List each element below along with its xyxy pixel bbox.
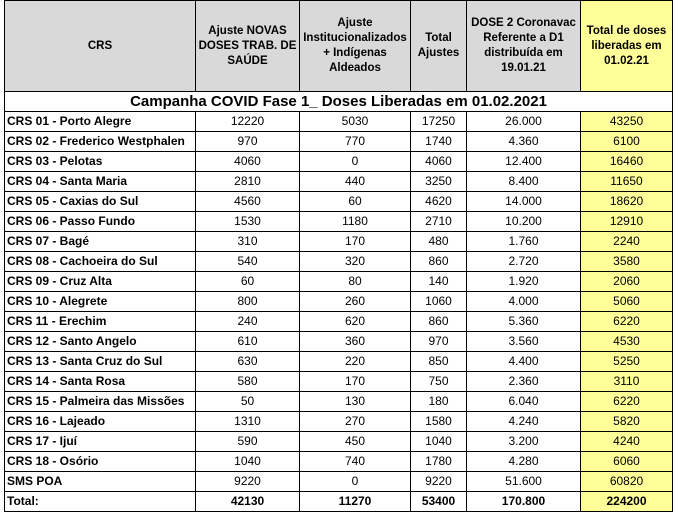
table-cell[interactable]: 6220 bbox=[581, 312, 673, 332]
table-cell[interactable]: 770 bbox=[300, 132, 411, 152]
crs-name-cell[interactable]: CRS 04 - Santa Maria bbox=[5, 172, 196, 192]
table-row bbox=[5, 112, 673, 132]
table-cell[interactable]: 1530 bbox=[196, 212, 300, 232]
table-cell[interactable]: 2.720 bbox=[467, 252, 581, 272]
table-cell[interactable]: 320 bbox=[300, 252, 411, 272]
crs-name-cell[interactable]: CRS 05 - Caxias do Sul bbox=[5, 192, 196, 212]
table-cell[interactable]: 3110 bbox=[581, 372, 673, 392]
table-cell[interactable]: 50 bbox=[196, 392, 300, 412]
header-dose-2: DOSE 2 Coronavac Referente a D1 distribuída em 19.01.21 bbox=[467, 1, 581, 92]
table-cell[interactable]: 6060 bbox=[581, 452, 673, 472]
table-cell[interactable]: 1740 bbox=[411, 132, 467, 152]
table-cell[interactable]: 43250 bbox=[581, 112, 673, 132]
table-cell[interactable]: 450 bbox=[300, 432, 411, 452]
table-cell[interactable]: 4060 bbox=[411, 152, 467, 172]
total-cell: 42130 bbox=[196, 492, 300, 512]
table-cell[interactable]: 5060 bbox=[581, 292, 673, 312]
crs-name-cell[interactable]: CRS 16 - Lajeado bbox=[5, 412, 196, 432]
crs-name-cell[interactable]: CRS 15 - Palmeira das Missões bbox=[5, 392, 196, 412]
table-cell[interactable]: 480 bbox=[411, 232, 467, 252]
table-row bbox=[5, 212, 673, 232]
table-cell[interactable]: 310 bbox=[196, 232, 300, 252]
table-cell[interactable]: 4.280 bbox=[467, 452, 581, 472]
table-row bbox=[5, 472, 673, 492]
table-cell[interactable]: 2060 bbox=[581, 272, 673, 292]
crs-name-cell[interactable]: CRS 08 - Cachoeira do Sul bbox=[5, 252, 196, 272]
table-cell[interactable]: 4560 bbox=[196, 192, 300, 212]
table-cell[interactable]: 0 bbox=[300, 472, 411, 492]
table-cell[interactable]: 3580 bbox=[581, 252, 673, 272]
table-row bbox=[5, 192, 673, 212]
table-cell[interactable]: 8.400 bbox=[467, 172, 581, 192]
table-cell[interactable]: 4240 bbox=[581, 432, 673, 452]
table-cell[interactable]: 580 bbox=[196, 372, 300, 392]
table-cell[interactable]: 1040 bbox=[411, 432, 467, 452]
table-row bbox=[5, 152, 673, 172]
table-cell[interactable]: 1580 bbox=[411, 412, 467, 432]
table-cell[interactable]: 1780 bbox=[411, 452, 467, 472]
table-cell[interactable]: 0 bbox=[300, 152, 411, 172]
table-row bbox=[5, 272, 673, 292]
total-label: Total: bbox=[5, 492, 196, 512]
table-cell[interactable]: 60820 bbox=[581, 472, 673, 492]
crs-name-cell[interactable]: CRS 02 - Frederico Westphalen bbox=[5, 132, 196, 152]
table-cell[interactable]: 60 bbox=[196, 272, 300, 292]
table-cell[interactable]: 6220 bbox=[581, 392, 673, 412]
total-cell: 170.800 bbox=[467, 492, 581, 512]
table-cell[interactable]: 750 bbox=[411, 372, 467, 392]
crs-name-cell[interactable]: CRS 03 - Pelotas bbox=[5, 152, 196, 172]
table-cell[interactable]: 220 bbox=[300, 352, 411, 372]
crs-name-cell[interactable]: CRS 12 - Santo Angelo bbox=[5, 332, 196, 352]
total-cell: 53400 bbox=[411, 492, 467, 512]
table-cell[interactable]: 440 bbox=[300, 172, 411, 192]
crs-name-cell[interactable]: CRS 13 - Santa Cruz do Sul bbox=[5, 352, 196, 372]
table-cell[interactable]: 9220 bbox=[411, 472, 467, 492]
table-cell[interactable]: 26.000 bbox=[467, 112, 581, 132]
table-cell[interactable]: 4.360 bbox=[467, 132, 581, 152]
table-row bbox=[5, 232, 673, 252]
table-cell[interactable]: 1180 bbox=[300, 212, 411, 232]
table-cell[interactable]: 2240 bbox=[581, 232, 673, 252]
table-cell[interactable]: 3250 bbox=[411, 172, 467, 192]
table-cell[interactable]: 5250 bbox=[581, 352, 673, 372]
total-cell: 11270 bbox=[300, 492, 411, 512]
table-row bbox=[5, 392, 673, 412]
crs-name-cell[interactable]: CRS 10 - Alegrete bbox=[5, 292, 196, 312]
table-cell[interactable]: 5.360 bbox=[467, 312, 581, 332]
table-cell[interactable]: 590 bbox=[196, 432, 300, 452]
table-row bbox=[5, 312, 673, 332]
crs-name-cell[interactable]: CRS 01 - Porto Alegre bbox=[5, 112, 196, 132]
crs-name-cell[interactable]: CRS 09 - Cruz Alta bbox=[5, 272, 196, 292]
crs-name-cell[interactable]: CRS 18 - Osório bbox=[5, 452, 196, 472]
table-row bbox=[5, 372, 673, 392]
table-cell[interactable]: 180 bbox=[411, 392, 467, 412]
table-cell[interactable]: 4620 bbox=[411, 192, 467, 212]
table-cell[interactable]: 610 bbox=[196, 332, 300, 352]
table-cell[interactable]: 860 bbox=[411, 312, 467, 332]
table-cell[interactable]: 51.600 bbox=[467, 472, 581, 492]
table-cell[interactable]: 540 bbox=[196, 252, 300, 272]
table-cell[interactable]: 2.360 bbox=[467, 372, 581, 392]
table-cell[interactable]: 12.400 bbox=[467, 152, 581, 172]
header-ajuste-novas-doses: Ajuste NOVAS DOSES TRAB. DE SAÚDE bbox=[196, 1, 300, 92]
table-cell[interactable]: 6100 bbox=[581, 132, 673, 152]
crs-name-cell[interactable]: CRS 11 - Erechim bbox=[5, 312, 196, 332]
crs-name-cell[interactable]: CRS 17 - Ijuí bbox=[5, 432, 196, 452]
table-cell[interactable]: 1060 bbox=[411, 292, 467, 312]
table-cell[interactable]: 3.560 bbox=[467, 332, 581, 352]
header-row bbox=[5, 1, 673, 92]
table-row bbox=[5, 132, 673, 152]
table-cell[interactable]: 2710 bbox=[411, 212, 467, 232]
table-cell[interactable]: 5820 bbox=[581, 412, 673, 432]
header-total-ajustes: Total Ajustes bbox=[411, 1, 467, 92]
table-cell[interactable]: 240 bbox=[196, 312, 300, 332]
table-cell[interactable]: 630 bbox=[196, 352, 300, 372]
table-cell[interactable]: 740 bbox=[300, 452, 411, 472]
table-cell[interactable]: 14.000 bbox=[467, 192, 581, 212]
table-row bbox=[5, 172, 673, 192]
table-cell[interactable]: 18620 bbox=[581, 192, 673, 212]
table-cell[interactable]: 4060 bbox=[196, 152, 300, 172]
table-cell[interactable]: 9220 bbox=[196, 472, 300, 492]
table-cell[interactable]: 3.200 bbox=[467, 432, 581, 452]
total-cell: 224200 bbox=[581, 492, 673, 512]
table-cell[interactable]: 12910 bbox=[581, 212, 673, 232]
table-cell[interactable]: 260 bbox=[300, 292, 411, 312]
table-cell[interactable]: 860 bbox=[411, 252, 467, 272]
table-cell[interactable]: 4.000 bbox=[467, 292, 581, 312]
table-cell[interactable]: 2810 bbox=[196, 172, 300, 192]
table-cell[interactable]: 5030 bbox=[300, 112, 411, 132]
table-cell[interactable]: 620 bbox=[300, 312, 411, 332]
table-cell[interactable]: 6.040 bbox=[467, 392, 581, 412]
table-row bbox=[5, 292, 673, 312]
total-row bbox=[5, 492, 673, 512]
table-cell[interactable]: 970 bbox=[411, 332, 467, 352]
crs-name-cell[interactable]: CRS 06 - Passo Fundo bbox=[5, 212, 196, 232]
table-row bbox=[5, 252, 673, 272]
table-cell[interactable]: 140 bbox=[411, 272, 467, 292]
table-row bbox=[5, 452, 673, 472]
table-cell[interactable]: 80 bbox=[300, 272, 411, 292]
table-cell[interactable]: 1040 bbox=[196, 452, 300, 472]
header-ajuste-institucionalizados: Ajuste Institucionalizados + Indígenas Aldeados bbox=[300, 1, 411, 92]
table-row bbox=[5, 412, 673, 432]
table-cell[interactable]: 800 bbox=[196, 292, 300, 312]
crs-name-cell[interactable]: SMS POA bbox=[5, 472, 196, 492]
crs-name-cell[interactable]: CRS 07 - Bagé bbox=[5, 232, 196, 252]
table-row bbox=[5, 332, 673, 352]
table-cell[interactable]: 360 bbox=[300, 332, 411, 352]
table-cell[interactable]: 850 bbox=[411, 352, 467, 372]
table-cell[interactable]: 10.200 bbox=[467, 212, 581, 232]
crs-name-cell[interactable]: CRS 14 - Santa Rosa bbox=[5, 372, 196, 392]
table-cell[interactable]: 1310 bbox=[196, 412, 300, 432]
table-row bbox=[5, 352, 673, 372]
table-cell[interactable]: 60 bbox=[300, 192, 411, 212]
spreadsheet bbox=[4, 0, 673, 512]
table-cell[interactable]: 4.240 bbox=[467, 412, 581, 432]
table-cell[interactable]: 12220 bbox=[196, 112, 300, 132]
header-crs: CRS bbox=[5, 1, 196, 92]
table-cell[interactable]: 130 bbox=[300, 392, 411, 412]
doses-table bbox=[4, 0, 673, 512]
table-cell[interactable]: 17250 bbox=[411, 112, 467, 132]
table-cell[interactable]: 4530 bbox=[581, 332, 673, 352]
table-row bbox=[5, 432, 673, 452]
table-cell[interactable]: 16460 bbox=[581, 152, 673, 172]
table-title: Campanha COVID Fase 1_ Doses Liberadas em 01.02.2021 bbox=[5, 92, 673, 112]
header-total-doses: Total de doses liberadas em 01.02.21 bbox=[581, 1, 673, 92]
table-cell[interactable]: 970 bbox=[196, 132, 300, 152]
table-cell[interactable]: 11650 bbox=[581, 172, 673, 192]
table-cell[interactable]: 1.760 bbox=[467, 232, 581, 252]
table-cell[interactable]: 170 bbox=[300, 232, 411, 252]
table-cell[interactable]: 1.920 bbox=[467, 272, 581, 292]
table-cell[interactable]: 4.400 bbox=[467, 352, 581, 372]
table-cell[interactable]: 170 bbox=[300, 372, 411, 392]
table-cell[interactable]: 270 bbox=[300, 412, 411, 432]
